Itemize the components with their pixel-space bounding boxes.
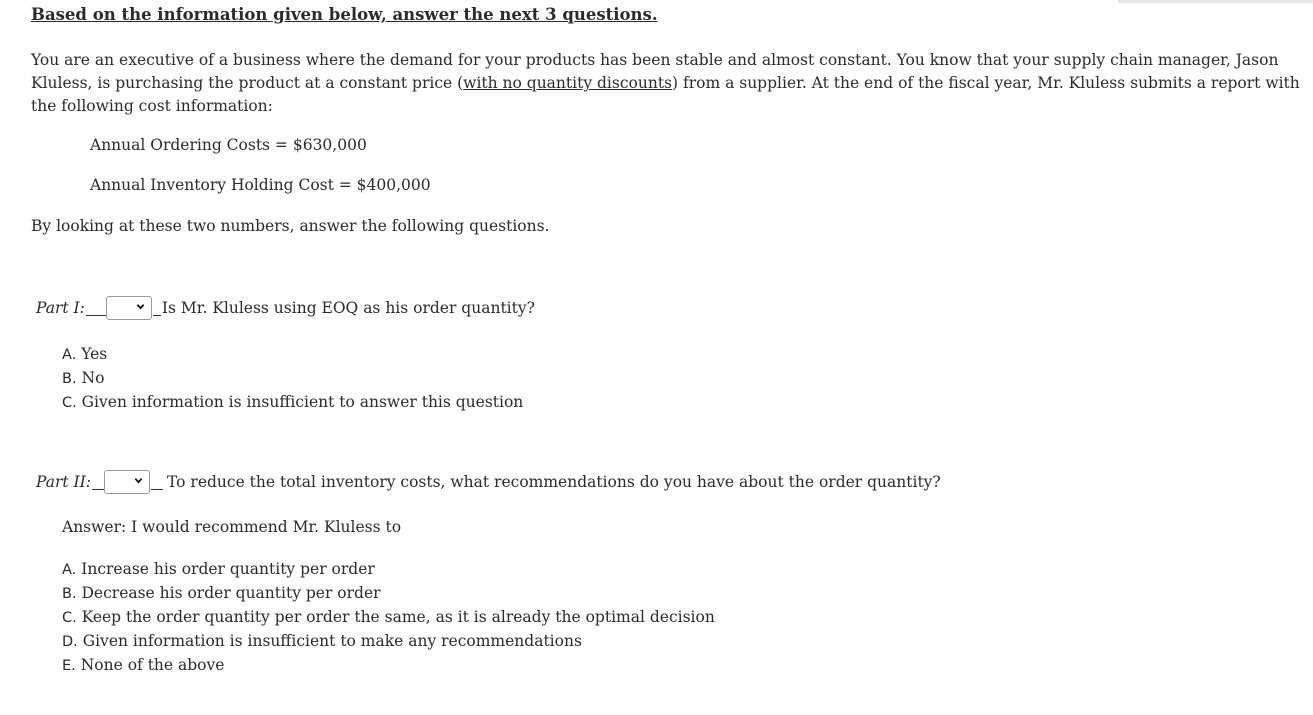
option-text: Given information is insufficient to make any recommendations xyxy=(82,632,582,650)
chevron-down-icon xyxy=(136,302,145,311)
option-letter: C. xyxy=(62,395,77,411)
option-text: Yes xyxy=(81,345,108,363)
scenario-text-start: You are an executive of a business where the demand for your products has been stable and almost constant. You know that your supply chain manager, Jason Kluless, is purchasing the product at a constant price ( xyxy=(31,51,1279,92)
answer-blank-line xyxy=(86,301,106,316)
list-item xyxy=(62,367,523,391)
list-item xyxy=(62,343,523,367)
option-letter: C. xyxy=(62,610,77,626)
option-letter: A. xyxy=(62,562,77,578)
option-text: Given information is insufficient to answer this question xyxy=(81,393,524,411)
part-1-label: Part I: xyxy=(36,299,85,317)
option-text: Keep the order quantity per order the same, as it is already the optimal decision xyxy=(81,608,715,626)
answer-prefix: Answer: I would recommend Mr. Kluless to xyxy=(62,518,402,536)
option-text: Increase his order quantity per order xyxy=(81,560,375,578)
option-text: Decrease his order quantity per order xyxy=(81,584,381,602)
part-2-answer-dropdown[interactable] xyxy=(104,470,150,494)
option-letter: B. xyxy=(62,586,77,602)
part-1-question-row xyxy=(36,296,535,320)
answer-blank-line xyxy=(92,475,104,490)
scenario-paragraph xyxy=(31,49,1311,118)
list-item xyxy=(62,558,715,582)
option-letter: E. xyxy=(62,658,76,674)
chevron-down-icon xyxy=(134,476,143,485)
part-2-options xyxy=(62,558,715,678)
part-2-question: To reduce the total inventory costs, what recommendations do you have about the order quantity? xyxy=(167,473,941,491)
part-1-options xyxy=(62,343,523,415)
option-letter: A. xyxy=(62,347,77,363)
scenario-text-underlined: with no quantity discounts xyxy=(463,74,672,92)
list-item xyxy=(62,630,715,654)
part-1-answer-dropdown[interactable] xyxy=(106,296,152,320)
part-1-question: Is Mr. Kluless using EOQ as his order quantity? xyxy=(161,299,535,317)
scenario-text-end: ) from a supplier. At the end of the fiscal year, Mr. Kluless submits a report with the following cost information: xyxy=(31,74,1300,115)
instructions-heading: Based on the information given below, answer the next 3 questions. xyxy=(31,5,658,24)
option-text: No xyxy=(81,369,105,387)
list-item xyxy=(62,582,715,606)
option-letter: D. xyxy=(62,634,78,650)
answer-blank-line xyxy=(153,301,161,316)
part-2-question-row xyxy=(36,470,941,494)
top-divider xyxy=(1118,0,1313,3)
option-letter: B. xyxy=(62,371,77,387)
list-item xyxy=(62,654,715,678)
part-2-label: Part II: xyxy=(36,473,92,491)
answer-blank-line xyxy=(151,475,163,490)
list-item xyxy=(62,606,715,630)
annual-ordering-cost: Annual Ordering Costs = $630,000 xyxy=(90,136,367,154)
annual-holding-cost: Annual Inventory Holding Cost = $400,000 xyxy=(90,176,431,194)
option-text: None of the above xyxy=(80,656,225,674)
list-item xyxy=(62,391,523,415)
instruction-text: By looking at these two numbers, answer the following questions. xyxy=(31,217,550,235)
